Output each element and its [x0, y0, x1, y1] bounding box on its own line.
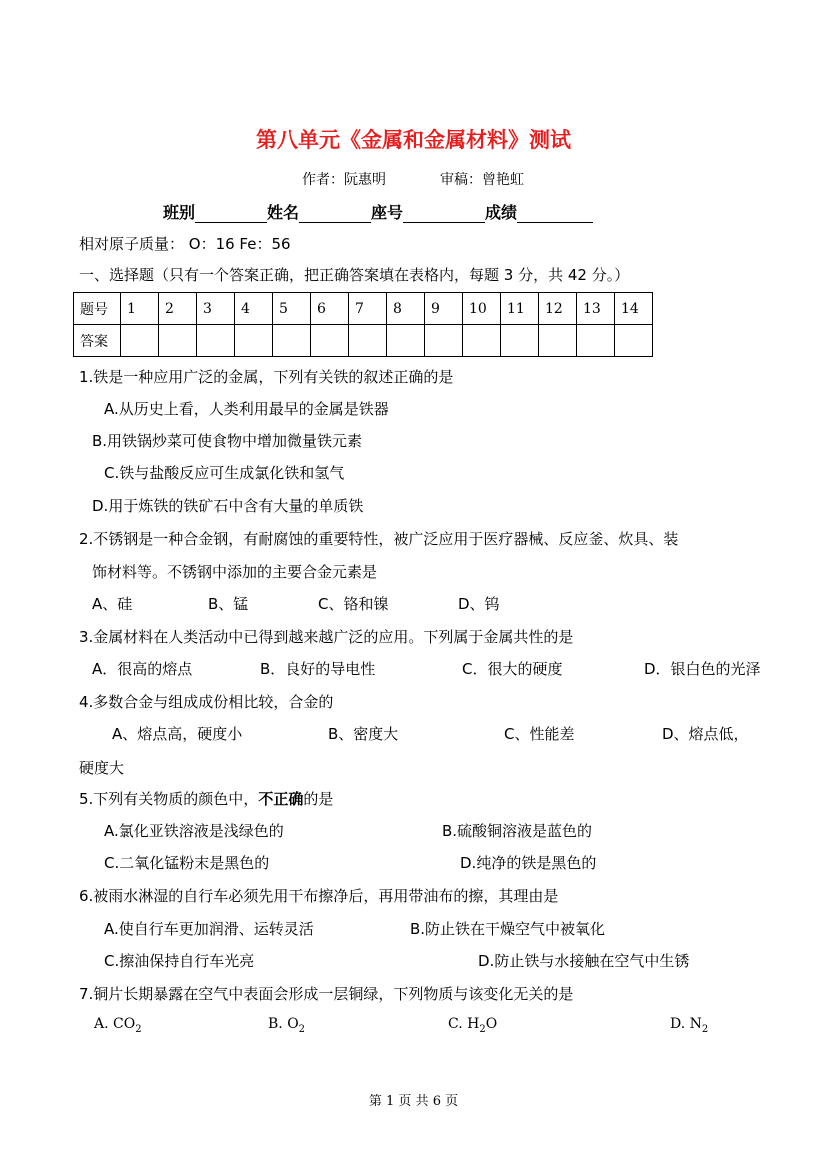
- q3-option-c: C．很大的硬度: [462, 660, 563, 678]
- q7-option-c: [448, 1016, 497, 1035]
- q6-option-a: A.使自行车更加润滑、运转灵活: [104, 920, 314, 938]
- field-name-blank[interactable]: [299, 205, 371, 223]
- q6-option-c: C.擦油保持自行车光亮: [104, 952, 255, 970]
- table-cell: 1: [121, 293, 159, 325]
- atomic-mass: 相对原子质量： O：16 Fe：56: [79, 235, 291, 253]
- table-cell: 11: [501, 293, 539, 325]
- q6-stem: 6.被雨水淋湿的自行车必须先用干布擦净后，再用带油布的擦，其理由是: [79, 887, 559, 905]
- q4-option-d: D、熔点低，: [662, 725, 749, 743]
- q2-option-d: D、钨: [458, 595, 500, 613]
- q4-stem: 4.多数合金与组成成份相比较，合金的: [79, 693, 334, 711]
- table-row-answers: [74, 325, 653, 357]
- q2-option-a: A、硅: [92, 595, 133, 613]
- field-name-label: 姓名: [267, 203, 300, 222]
- table-cell: 9: [425, 293, 463, 325]
- table-header-answer: 答案: [74, 325, 121, 357]
- answer-cell[interactable]: [273, 325, 311, 357]
- field-score-label: 成绩: [485, 203, 518, 222]
- reviewer: 审稿：曾艳虹: [440, 172, 524, 188]
- page-footer: 第 1 页 共 6 页: [368, 1094, 459, 1109]
- answer-cell[interactable]: [121, 325, 159, 357]
- q7-option-a-text: A. CO: [94, 1016, 136, 1032]
- q2-option-c: C、铬和镍: [318, 595, 389, 613]
- table-cell: 3: [197, 293, 235, 325]
- q5-stem: [79, 788, 333, 809]
- field-class-blank[interactable]: [195, 205, 267, 223]
- answer-cell[interactable]: [425, 325, 463, 357]
- q7-option-b-sub: 2: [298, 1023, 306, 1035]
- q2-stem-line2: 饰材料等。不锈钢中添加的主要合金元素是: [92, 563, 378, 581]
- q3-stem: 3.金属材料在人类活动中已得到越来越广泛的应用。下列属于金属共性的是: [79, 628, 574, 646]
- q7-option-b: [268, 1016, 305, 1035]
- q7-option-b-text: B. O: [268, 1016, 299, 1032]
- q7-option-d-sub: 2: [701, 1023, 709, 1035]
- q1-option-c: C.铁与盐酸反应可生成氯化铁和氢气: [104, 464, 345, 482]
- table-cell: 10: [463, 293, 501, 325]
- answer-cell[interactable]: [463, 325, 501, 357]
- q7-option-c-text: C. H: [448, 1016, 480, 1032]
- answer-cell[interactable]: [539, 325, 577, 357]
- q5-option-a: A.氯化亚铁溶液是浅绿色的: [104, 822, 284, 840]
- answer-cell[interactable]: [197, 325, 235, 357]
- q7-stem: 7.铜片长期暴露在空气中表面会形成一层铜绿，下列物质与该变化无关的是: [79, 985, 574, 1003]
- answer-cell[interactable]: [501, 325, 539, 357]
- q1-option-b: B.用铁锅炒菜可使食物中增加微量铁元素: [92, 432, 363, 450]
- table-cell: 14: [615, 293, 653, 325]
- q4-option-b: B、密度大: [328, 725, 399, 743]
- table-cell: 12: [539, 293, 577, 325]
- table-header-number: 题号: [74, 293, 121, 325]
- q5-option-b: B.硫酸铜溶液是蓝色的: [442, 822, 593, 840]
- q1-option-d: D.用于炼铁的铁矿石中含有大量的单质铁: [92, 497, 364, 515]
- field-seat-label: 座号: [371, 203, 404, 222]
- q3-option-a: A．很高的熔点: [92, 660, 193, 678]
- page-title: 第八单元《金属和金属材料》测试: [256, 127, 571, 152]
- q5-stem-pre: 5.下列有关物质的颜色中，: [79, 790, 259, 808]
- answer-cell[interactable]: [159, 325, 197, 357]
- q5-option-c: C.二氧化锰粉末是黑色的: [104, 854, 270, 872]
- answer-cell[interactable]: [311, 325, 349, 357]
- q5-option-d: D.纯净的铁是黑色的: [460, 854, 597, 872]
- answer-cell[interactable]: [577, 325, 615, 357]
- table-cell: 5: [273, 293, 311, 325]
- q5-stem-emphasis: 不正确: [258, 790, 304, 808]
- author: 作者：阮惠明: [302, 172, 386, 188]
- q3-option-b: B．良好的导电性: [260, 660, 376, 678]
- answer-cell[interactable]: [349, 325, 387, 357]
- q4-option-a: A、熔点高，硬度小: [112, 725, 243, 743]
- table-cell: 13: [577, 293, 615, 325]
- q1-stem: 1.铁是一种应用广泛的金属，下列有关铁的叙述正确的是: [79, 368, 454, 386]
- table-cell: 7: [349, 293, 387, 325]
- q7-option-a-sub: 2: [135, 1023, 142, 1035]
- table-cell: 2: [159, 293, 197, 325]
- q3-option-d: D．银白色的光泽: [644, 660, 761, 678]
- field-seat-blank[interactable]: [403, 205, 485, 223]
- q2-stem-line1: 2.不锈钢是一种合金钢，有耐腐蚀的重要特性，被广泛应用于医疗器械、反应釜、炊具、装: [79, 530, 679, 548]
- student-info-fields: [163, 200, 593, 223]
- answer-table: [73, 292, 653, 357]
- table-cell: 8: [387, 293, 425, 325]
- q7-option-a: [94, 1016, 142, 1035]
- q6-option-d: D.防止铁与水接触在空气中生锈: [478, 952, 690, 970]
- q7-option-d-text: D. N: [670, 1016, 702, 1032]
- q7-option-d: [670, 1016, 708, 1035]
- field-class-label: 班别: [163, 203, 196, 222]
- q5-stem-post: 的是: [303, 790, 334, 808]
- field-score-blank[interactable]: [517, 205, 593, 223]
- table-row-numbers: [74, 293, 653, 325]
- q7-option-c-post: O: [485, 1016, 498, 1032]
- answer-cell[interactable]: [615, 325, 653, 357]
- q4-option-d-cont: 硬度大: [79, 759, 125, 777]
- section-heading: 一、选择题（只有一个答案正确，把正确答案填在表格内，每题 3 分，共 42 分。）: [79, 266, 630, 284]
- table-cell: 4: [235, 293, 273, 325]
- answer-cell[interactable]: [235, 325, 273, 357]
- q6-option-b: B.防止铁在干燥空气中被氧化: [410, 920, 606, 938]
- table-cell: 6: [311, 293, 349, 325]
- answer-cell[interactable]: [387, 325, 425, 357]
- q2-option-b: B、锰: [208, 595, 249, 613]
- q7-option-c-sub: 2: [479, 1023, 486, 1035]
- q1-option-a: A.从历史上看，人类利用最早的金属是铁器: [104, 400, 389, 418]
- q4-option-c: C、性能差: [504, 725, 575, 743]
